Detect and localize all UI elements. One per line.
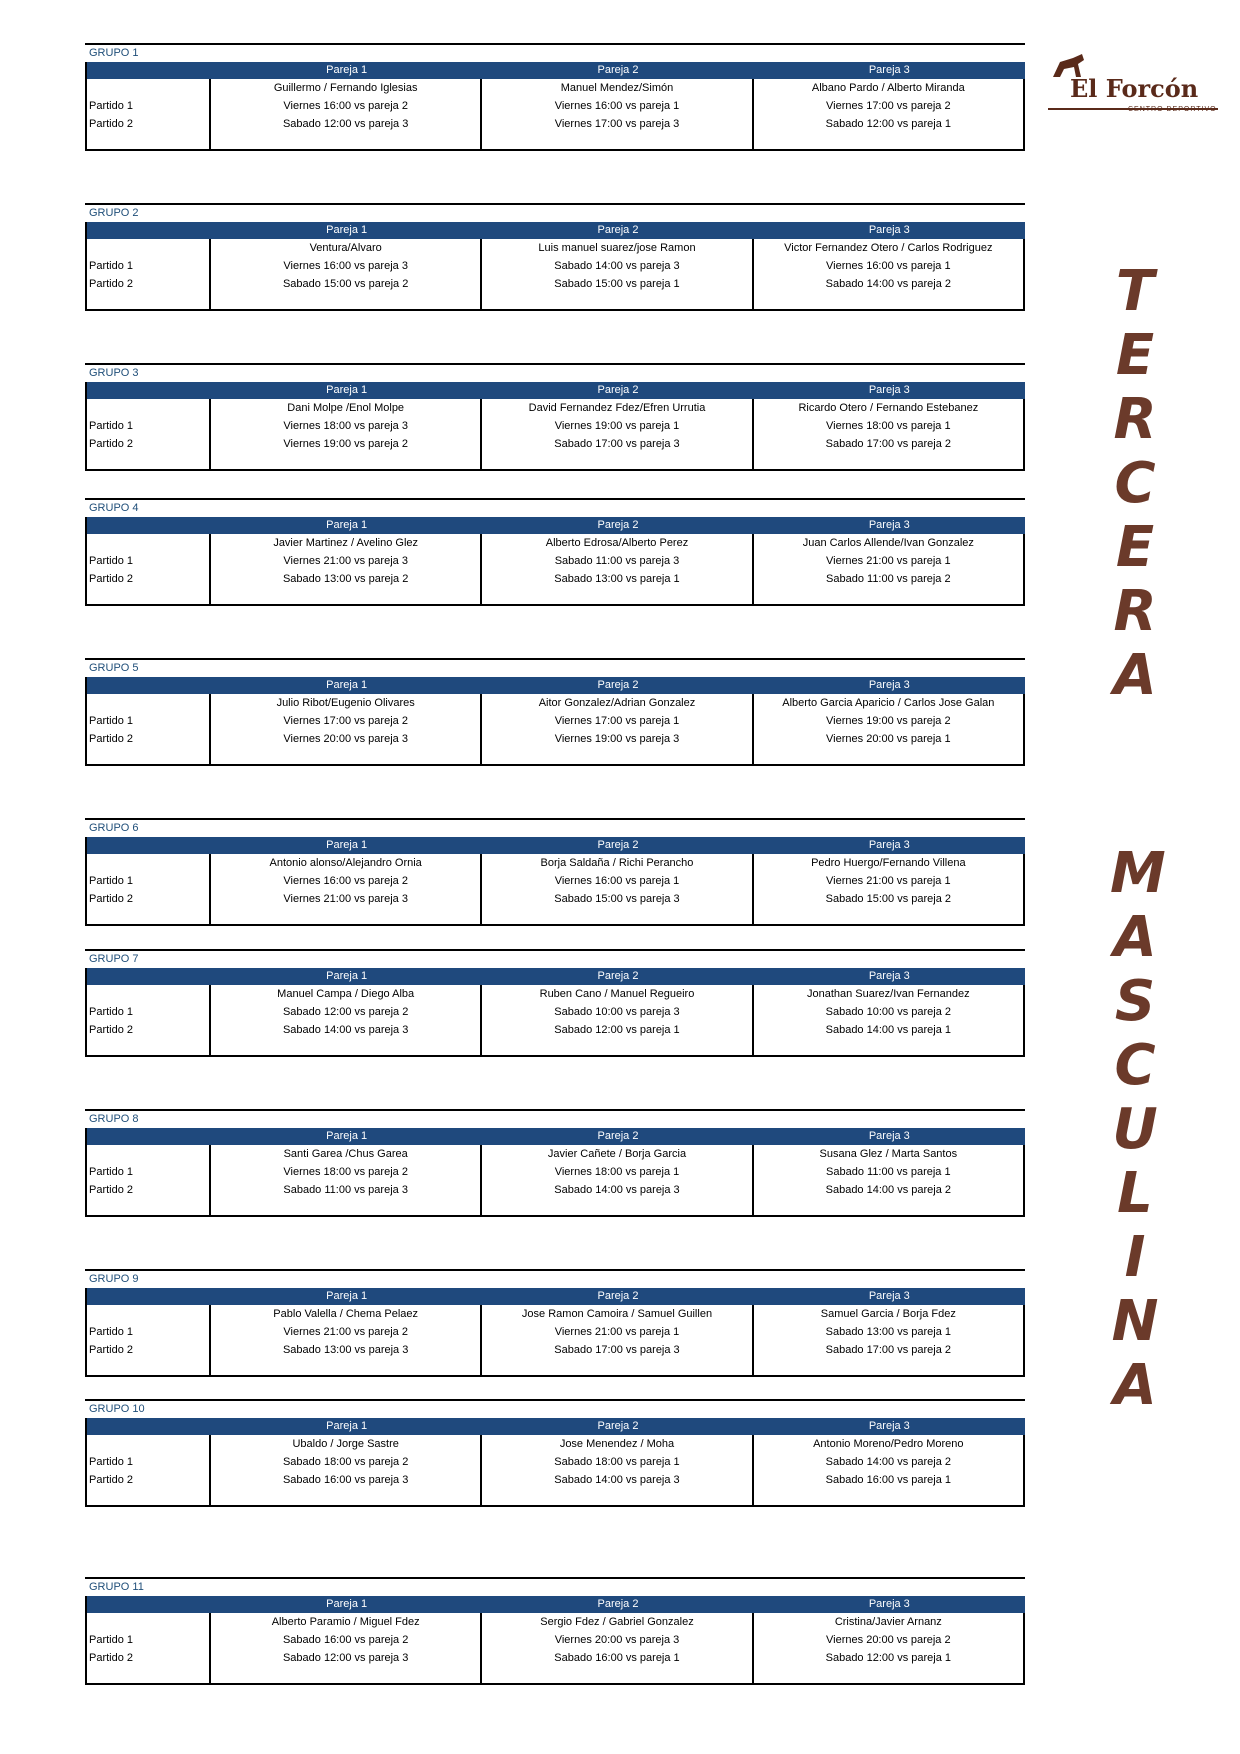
partido-1-schedule: Viernes 18:00 vs pareja 2 <box>283 1166 408 1178</box>
pareja-header: Pareja 1 <box>326 970 368 982</box>
group-block <box>85 498 1025 606</box>
pareja-header: Pareja 2 <box>597 384 639 396</box>
partido-2-schedule: Sabado 11:00 vs pareja 2 <box>826 573 951 585</box>
partido-2-label: Partido 2 <box>89 1652 134 1664</box>
partido-1-schedule: Sabado 14:00 vs pareja 3 <box>554 260 680 272</box>
partido-2-schedule: Sabado 15:00 vs pareja 1 <box>554 278 680 290</box>
pareja-column <box>211 854 482 924</box>
side-title-letter: L <box>1117 1161 1153 1226</box>
pareja-header: Pareja 2 <box>597 64 639 76</box>
pareja-header: Pareja 3 <box>868 519 910 531</box>
pareja-column <box>482 1145 753 1215</box>
group-header-row <box>87 837 1025 854</box>
partido-2-label: Partido 2 <box>89 893 134 905</box>
side-title-letter: T <box>1115 259 1155 324</box>
pareja-name: Ricardo Otero / Fernando Estebanez <box>798 402 979 414</box>
partido-1-schedule: Sabado 16:00 vs pareja 2 <box>282 1634 409 1646</box>
pareja-column <box>754 399 1025 469</box>
partido-1-schedule: Sabado 10:00 vs pareja 3 <box>554 1006 680 1018</box>
pareja-column <box>482 1435 753 1505</box>
partido-1-schedule: Sabado 18:00 vs pareja 2 <box>282 1456 409 1468</box>
pareja-column <box>211 1435 482 1505</box>
pareja-column <box>211 79 482 149</box>
group-block <box>85 203 1025 311</box>
pareja-header: Pareja 3 <box>868 224 910 236</box>
partido-1-schedule: Sabado 11:00 vs pareja 1 <box>826 1166 951 1178</box>
partido-2-schedule: Sabado 13:00 vs pareja 2 <box>282 573 409 585</box>
pareja-name: Victor Fernandez Otero / Carlos Rodriguez <box>784 242 993 254</box>
pareja-header: Pareja 3 <box>868 839 910 851</box>
pareja-column <box>754 854 1025 924</box>
pareja-column <box>754 1613 1025 1683</box>
partido-2-label: Partido 2 <box>89 1474 134 1486</box>
group-table <box>85 968 1025 1057</box>
partido-1-label: Partido 1 <box>89 260 134 272</box>
side-title-letter: U <box>1112 1097 1158 1162</box>
partido-1-label: Partido 1 <box>89 1326 134 1338</box>
pareja-header: Pareja 1 <box>326 1420 368 1432</box>
side-title-letter: E <box>1115 515 1155 580</box>
pareja-header: Pareja 3 <box>868 64 910 76</box>
group-body <box>87 1145 1025 1215</box>
pareja-header: Pareja 1 <box>326 224 368 236</box>
partido-1-schedule: Viernes 18:00 vs pareja 1 <box>554 1166 680 1178</box>
pareja-header: Pareja 3 <box>868 1420 910 1432</box>
group-table <box>85 382 1025 471</box>
partido-labels <box>87 694 211 764</box>
pareja-column <box>211 1145 482 1215</box>
group-block <box>85 363 1025 471</box>
pareja-column <box>482 1613 753 1683</box>
pareja-header: Pareja 1 <box>326 1290 368 1302</box>
group-block <box>85 43 1025 151</box>
group-table <box>85 677 1025 766</box>
partido-1-schedule: Viernes 16:00 vs pareja 1 <box>554 875 680 887</box>
group-table <box>85 1288 1025 1377</box>
side-title-letter: I <box>1124 1225 1146 1290</box>
pareja-header: Pareja 3 <box>868 970 910 982</box>
side-title-letter: M <box>1110 841 1166 906</box>
partido-1-schedule: Viernes 17:00 vs pareja 2 <box>283 715 408 727</box>
pareja-column <box>211 1305 482 1375</box>
pareja-name: Juan Carlos Allende/Ivan Gonzalez <box>802 537 974 549</box>
pareja-header: Pareja 2 <box>597 1130 639 1142</box>
group-table <box>85 222 1025 311</box>
group-body <box>87 694 1025 764</box>
partido-2-schedule: Viernes 19:00 vs pareja 3 <box>554 733 680 745</box>
group-header-row <box>87 677 1025 694</box>
group-header-row <box>87 222 1025 239</box>
logo-subtitle: CENTRO DEPORTIVO <box>1128 106 1217 113</box>
group-title: GRUPO 4 <box>85 498 1025 517</box>
side-title-letter: C <box>1114 1033 1156 1098</box>
partido-2-schedule: Viernes 19:00 vs pareja 2 <box>283 438 408 450</box>
partido-2-schedule: Viernes 21:00 vs pareja 3 <box>283 893 408 905</box>
pareja-header: Pareja 3 <box>868 1130 910 1142</box>
partido-2-label: Partido 2 <box>89 573 134 585</box>
partido-2-schedule: Sabado 12:00 vs pareja 1 <box>554 1024 680 1036</box>
partido-1-schedule: Viernes 17:00 vs pareja 1 <box>554 715 680 727</box>
partido-2-schedule: Sabado 13:00 vs pareja 1 <box>554 573 680 585</box>
group-title: GRUPO 2 <box>85 203 1025 222</box>
partido-1-label: Partido 1 <box>89 555 134 567</box>
partido-labels <box>87 399 211 469</box>
group-block <box>85 1269 1025 1377</box>
pareja-column <box>211 399 482 469</box>
pareja-header: Pareja 1 <box>326 1130 368 1142</box>
group-title: GRUPO 9 <box>85 1269 1025 1288</box>
pareja-column <box>482 399 753 469</box>
pareja-header: Pareja 1 <box>326 64 368 76</box>
partido-2-label: Partido 2 <box>89 278 134 290</box>
pareja-column <box>482 985 753 1055</box>
partido-1-schedule: Sabado 11:00 vs pareja 3 <box>554 555 680 567</box>
side-title-letter: N <box>1111 1289 1159 1354</box>
group-title: GRUPO 3 <box>85 363 1025 382</box>
pareja-column <box>754 1305 1025 1375</box>
pareja-header: Pareja 1 <box>326 679 368 691</box>
partido-2-schedule: Sabado 17:00 vs pareja 2 <box>825 438 951 450</box>
group-table <box>85 517 1025 606</box>
partido-1-schedule: Viernes 20:00 vs pareja 3 <box>554 1634 680 1646</box>
pareja-header: Pareja 2 <box>597 970 639 982</box>
side-title-letter: E <box>1115 323 1155 388</box>
partido-1-label: Partido 1 <box>89 100 134 112</box>
pareja-column <box>754 694 1025 764</box>
partido-1-label: Partido 1 <box>89 875 134 887</box>
group-block <box>85 1577 1025 1685</box>
partido-2-schedule: Sabado 14:00 vs pareja 2 <box>825 278 951 290</box>
pareja-header: Pareja 1 <box>326 839 368 851</box>
partido-2-schedule: Sabado 15:00 vs pareja 2 <box>825 893 951 905</box>
pareja-column <box>754 79 1025 149</box>
partido-1-schedule: Viernes 16:00 vs pareja 2 <box>283 875 408 887</box>
group-header-row <box>87 1418 1025 1435</box>
pareja-column <box>211 1613 482 1683</box>
pareja-name: Samuel Garcia / Borja Fdez <box>820 1308 956 1320</box>
partido-2-schedule: Sabado 14:00 vs pareja 1 <box>825 1024 951 1036</box>
logo-name: El Forcón <box>1070 74 1199 103</box>
pareja-name: Jose Ramon Camoira / Samuel Guillen <box>521 1308 713 1320</box>
pareja-header: Pareja 3 <box>868 384 910 396</box>
partido-1-schedule: Sabado 12:00 vs pareja 2 <box>282 1006 409 1018</box>
pareja-name: Albano Pardo / Alberto Miranda <box>811 82 965 94</box>
group-table <box>85 1128 1025 1217</box>
partido-2-schedule: Sabado 17:00 vs pareja 3 <box>554 1344 680 1356</box>
pareja-name: Dani Molpe /Enol Molpe <box>287 402 405 414</box>
partido-1-schedule: Viernes 16:00 vs pareja 1 <box>554 100 680 112</box>
pareja-name: Jonathan Suarez/Ivan Fernandez <box>806 988 970 1000</box>
partido-1-schedule: Viernes 20:00 vs pareja 2 <box>826 1634 951 1646</box>
side-title-tercera <box>1110 260 1160 708</box>
pareja-header: Pareja 1 <box>326 1598 368 1610</box>
pareja-header: Pareja 2 <box>597 224 639 236</box>
partido-2-schedule: Sabado 13:00 vs pareja 3 <box>282 1344 409 1356</box>
group-title: GRUPO 1 <box>85 43 1025 62</box>
partido-1-label: Partido 1 <box>89 420 134 432</box>
group-table <box>85 1596 1025 1685</box>
partido-1-schedule: Sabado 13:00 vs pareja 1 <box>825 1326 951 1338</box>
group-title: GRUPO 8 <box>85 1109 1025 1128</box>
pareja-name: Javier Cañete / Borja Garcia <box>547 1148 687 1160</box>
group-body <box>87 399 1025 469</box>
pareja-column <box>211 694 482 764</box>
group-body <box>87 1305 1025 1375</box>
pareja-name: David Fernandez Fdez/Efren Urrutia <box>528 402 706 414</box>
pareja-name: Ubaldo / Jorge Sastre <box>292 1438 399 1450</box>
partido-1-schedule: Viernes 18:00 vs pareja 1 <box>826 420 951 432</box>
pareja-name: Guillermo / Fernando Iglesias <box>273 82 418 94</box>
partido-1-schedule: Viernes 16:00 vs pareja 3 <box>283 260 408 272</box>
partido-1-schedule: Viernes 16:00 vs pareja 1 <box>826 260 951 272</box>
pareja-header: Pareja 3 <box>868 679 910 691</box>
pareja-column <box>754 1145 1025 1215</box>
pareja-name: Aitor Gonzalez/Adrian Gonzalez <box>538 697 696 709</box>
group-title: GRUPO 6 <box>85 818 1025 837</box>
pareja-name: Julio Ribot/Eugenio Olivares <box>276 697 415 709</box>
pareja-name: Antonio Moreno/Pedro Moreno <box>813 1438 964 1450</box>
partido-2-schedule: Viernes 20:00 vs pareja 1 <box>826 733 951 745</box>
group-body <box>87 79 1025 149</box>
partido-2-schedule: Sabado 16:00 vs pareja 1 <box>825 1474 951 1486</box>
partido-labels <box>87 239 211 309</box>
partido-2-schedule: Sabado 12:00 vs pareja 3 <box>282 1652 409 1664</box>
group-block <box>85 818 1025 926</box>
group-table <box>85 837 1025 926</box>
partido-1-label: Partido 1 <box>89 715 134 727</box>
partido-1-schedule: Viernes 18:00 vs pareja 3 <box>283 420 408 432</box>
pareja-column <box>482 239 753 309</box>
side-title-letter: C <box>1114 451 1156 516</box>
group-block <box>85 1109 1025 1217</box>
pareja-column <box>754 1435 1025 1505</box>
group-header-row <box>87 517 1025 534</box>
group-header-row <box>87 1128 1025 1145</box>
partido-1-schedule: Viernes 21:00 vs pareja 1 <box>826 555 951 567</box>
group-table <box>85 1418 1025 1507</box>
partido-1-schedule: Viernes 21:00 vs pareja 1 <box>554 1326 680 1338</box>
group-title: GRUPO 7 <box>85 949 1025 968</box>
side-title-letter: A <box>1113 905 1157 970</box>
partido-2-label: Partido 2 <box>89 1024 134 1036</box>
partido-2-schedule: Sabado 12:00 vs pareja 1 <box>825 118 951 130</box>
pareja-header: Pareja 3 <box>868 1598 910 1610</box>
partido-2-schedule: Viernes 17:00 vs pareja 3 <box>554 118 680 130</box>
group-header-row <box>87 1288 1025 1305</box>
pareja-column <box>211 239 482 309</box>
pareja-column <box>482 854 753 924</box>
partido-2-label: Partido 2 <box>89 1344 134 1356</box>
pareja-column <box>211 985 482 1055</box>
pareja-name: Jose Menendez / Moha <box>559 1438 675 1450</box>
pareja-column <box>754 985 1025 1055</box>
pareja-name: Ventura/Alvaro <box>309 242 382 254</box>
pareja-name: Javier Martinez / Avelino Glez <box>273 537 419 549</box>
pareja-column <box>482 1305 753 1375</box>
partido-2-schedule: Sabado 12:00 vs pareja 3 <box>282 118 409 130</box>
group-body <box>87 854 1025 924</box>
pareja-header: Pareja 2 <box>597 679 639 691</box>
partido-2-schedule: Sabado 16:00 vs pareja 3 <box>282 1474 409 1486</box>
pareja-column <box>482 79 753 149</box>
pareja-header: Pareja 3 <box>868 1290 910 1302</box>
group-body <box>87 985 1025 1055</box>
partido-1-schedule: Viernes 21:00 vs pareja 3 <box>283 555 408 567</box>
pareja-header: Pareja 2 <box>597 519 639 531</box>
partido-1-label: Partido 1 <box>89 1634 134 1646</box>
partido-1-label: Partido 1 <box>89 1166 134 1178</box>
partido-1-schedule: Viernes 21:00 vs pareja 1 <box>826 875 951 887</box>
pareja-name: Sergio Fdez / Gabriel Gonzalez <box>540 1616 694 1628</box>
pareja-name: Susana Glez / Marta Santos <box>819 1148 958 1160</box>
partido-2-label: Partido 2 <box>89 733 134 745</box>
pareja-header: Pareja 2 <box>597 839 639 851</box>
partido-2-label: Partido 2 <box>89 1184 134 1196</box>
pareja-name: Pablo Valella / Chema Pelaez <box>273 1308 419 1320</box>
partido-labels <box>87 79 211 149</box>
group-block <box>85 1399 1025 1507</box>
pareja-header: Pareja 1 <box>326 519 368 531</box>
side-title-letter: A <box>1113 1353 1157 1418</box>
group-header-row <box>87 382 1025 399</box>
partido-1-schedule: Viernes 19:00 vs pareja 1 <box>554 420 680 432</box>
pareja-name: Antonio alonso/Alejandro Ornia <box>269 857 422 869</box>
pareja-header: Pareja 2 <box>597 1290 639 1302</box>
partido-labels <box>87 1435 211 1505</box>
pareja-name: Cristina/Javier Arnanz <box>834 1616 942 1628</box>
pareja-name: Luis manuel suarez/jose Ramon <box>538 242 696 254</box>
pareja-column <box>482 694 753 764</box>
pareja-name: Borja Saldaña / Richi Perancho <box>540 857 694 869</box>
partido-2-schedule: Sabado 14:00 vs pareja 3 <box>282 1024 409 1036</box>
group-header-row <box>87 62 1025 79</box>
side-title-letter: R <box>1113 387 1157 452</box>
group-title: GRUPO 10 <box>85 1399 1025 1418</box>
group-body <box>87 1435 1025 1505</box>
partido-1-schedule: Viernes 17:00 vs pareja 2 <box>826 100 951 112</box>
group-body <box>87 534 1025 604</box>
side-title-letter: A <box>1113 643 1157 708</box>
pareja-name: Pedro Huergo/Fernando Villena <box>811 857 966 869</box>
partido-labels <box>87 1305 211 1375</box>
group-header-row <box>87 968 1025 985</box>
group-body <box>87 239 1025 309</box>
pareja-column <box>211 534 482 604</box>
partido-1-schedule: Sabado 14:00 vs pareja 2 <box>825 1456 951 1468</box>
partido-2-label: Partido 2 <box>89 118 134 130</box>
partido-1-schedule: Viernes 19:00 vs pareja 2 <box>826 715 951 727</box>
partido-2-schedule: Viernes 20:00 vs pareja 3 <box>283 733 408 745</box>
group-block <box>85 949 1025 1057</box>
group-title: GRUPO 5 <box>85 658 1025 677</box>
partido-2-schedule: Sabado 12:00 vs pareja 1 <box>825 1652 951 1664</box>
pareja-name: Ruben Cano / Manuel Regueiro <box>539 988 695 1000</box>
partido-1-schedule: Sabado 10:00 vs pareja 2 <box>825 1006 951 1018</box>
side-title-masculina <box>1110 841 1166 1418</box>
pareja-header: Pareja 2 <box>597 1598 639 1610</box>
partido-2-schedule: Sabado 15:00 vs pareja 3 <box>554 893 680 905</box>
partido-2-schedule: Sabado 15:00 vs pareja 2 <box>282 278 409 290</box>
partido-1-schedule: Viernes 21:00 vs pareja 2 <box>283 1326 408 1338</box>
side-title-letter: R <box>1113 579 1157 644</box>
partido-2-schedule: Sabado 17:00 vs pareja 2 <box>825 1344 951 1356</box>
pareja-name: Alberto Paramio / Miguel Fdez <box>271 1616 420 1628</box>
pareja-column <box>754 534 1025 604</box>
partido-2-schedule: Sabado 11:00 vs pareja 3 <box>283 1184 408 1196</box>
group-title: GRUPO 11 <box>85 1577 1025 1596</box>
pareja-name: Alberto Garcia Aparicio / Carlos Jose Galan <box>782 697 995 709</box>
partido-2-schedule: Sabado 14:00 vs pareja 3 <box>554 1184 680 1196</box>
group-block <box>85 658 1025 766</box>
partido-labels <box>87 534 211 604</box>
group-table <box>85 62 1025 151</box>
partido-2-schedule: Sabado 17:00 vs pareja 3 <box>554 438 680 450</box>
partido-labels <box>87 1145 211 1215</box>
partido-labels <box>87 1613 211 1683</box>
pareja-header: Pareja 2 <box>597 1420 639 1432</box>
side-title-letter: S <box>1114 969 1156 1034</box>
group-body <box>87 1613 1025 1683</box>
partido-1-label: Partido 1 <box>89 1006 134 1018</box>
partido-2-label: Partido 2 <box>89 438 134 450</box>
pareja-column <box>754 239 1025 309</box>
group-header-row <box>87 1596 1025 1613</box>
pareja-header: Pareja 1 <box>326 384 368 396</box>
partido-1-label: Partido 1 <box>89 1456 134 1468</box>
pareja-name: Alberto Edrosa/Alberto Perez <box>545 537 689 549</box>
partido-labels <box>87 854 211 924</box>
pareja-column <box>482 534 753 604</box>
partido-labels <box>87 985 211 1055</box>
partido-2-schedule: Sabado 14:00 vs pareja 3 <box>554 1474 680 1486</box>
partido-1-schedule: Sabado 18:00 vs pareja 1 <box>554 1456 680 1468</box>
partido-2-schedule: Sabado 16:00 vs pareja 1 <box>554 1652 680 1664</box>
partido-1-schedule: Viernes 16:00 vs pareja 2 <box>283 100 408 112</box>
pareja-name: Manuel Mendez/Simón <box>560 82 674 94</box>
partido-2-schedule: Sabado 14:00 vs pareja 2 <box>825 1184 951 1196</box>
pareja-name: Santi Garea /Chus Garea <box>283 1148 408 1160</box>
pareja-name: Manuel Campa / Diego Alba <box>277 988 415 1000</box>
el-forcon-logo <box>1048 52 1218 118</box>
